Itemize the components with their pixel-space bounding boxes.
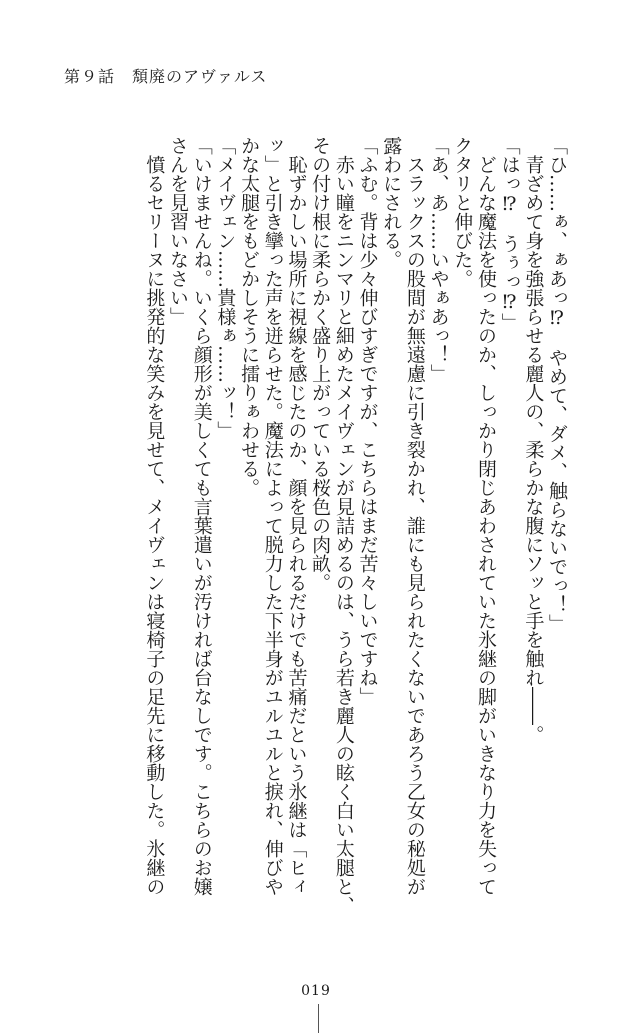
text-line: スラックスの股間が無遠慮に引き裂かれ、誰にも見られたくないであろう乙女の秘処が [403,136,426,896]
text-line: 赤い瞳をニンマリと細めたメイヴェンが見詰めるのは、うら若き麗人の眩く白い太腿と、 [332,136,355,915]
text-line: さんを見習いなさい」 [167,136,189,326]
text-line: その付け根に柔らかく盛り上がっている桜色の肉畝。 [309,136,332,592]
text-line: 「いけませんね。いくら顔形が美しくても言葉遣いが汚ければ台なしです。こちらのお嬢 [190,136,213,896]
text-line: 憤るセリーヌに挑発的な笑みを見せて、メイヴェンは寝椅子の足先に移動した。氷継の [143,136,166,896]
text-line: 「ふむ。背は少々伸びすぎですが、こちらはまだ苦々しいですね」 [356,136,379,706]
text-line: 「ひ……ぁ、ぁあっ⁉ やめて、ダメ、触らないでっ！」 [546,136,568,633]
text-line: かな太腿をもどかしそうに擂りぁわせる。 [238,136,261,497]
text-line: ッ」と引き攣った声を迸らせた。魔法によって脱力した下半身がユルユルと捩れ、伸びや [261,136,284,896]
text-line: どんな魔法を使ったのか、しっかり閉じあわされていた氷継の脚がいきなり力を失って [474,136,497,896]
text-line: 青ざめて身を強張らせる麗人の、柔らかな腹にソッと手を触れ――。 [522,136,545,744]
text-line: 「あ、あ……いやぁあっ！」 [427,136,450,383]
page-number: 019 [301,983,331,999]
text-line: 「メイヴェン……貴様ぁ……ッ！」 [214,136,237,440]
text-line: 露わにされる。 [380,136,403,269]
text-line: 恥ずかしい場所に視線を感じたのか、顔を見られるだけでも苦痛だという氷継は「ヒィ [285,136,308,896]
page-divider [318,1004,319,1033]
text-line: クタリと伸びた。 [451,136,474,288]
vertical-text-body [70,136,568,956]
chapter-title: 第９話 頽廃のアヴァルス [64,67,268,86]
text-line: 「はっ⁉ うぅっ⁉」 [498,136,521,332]
